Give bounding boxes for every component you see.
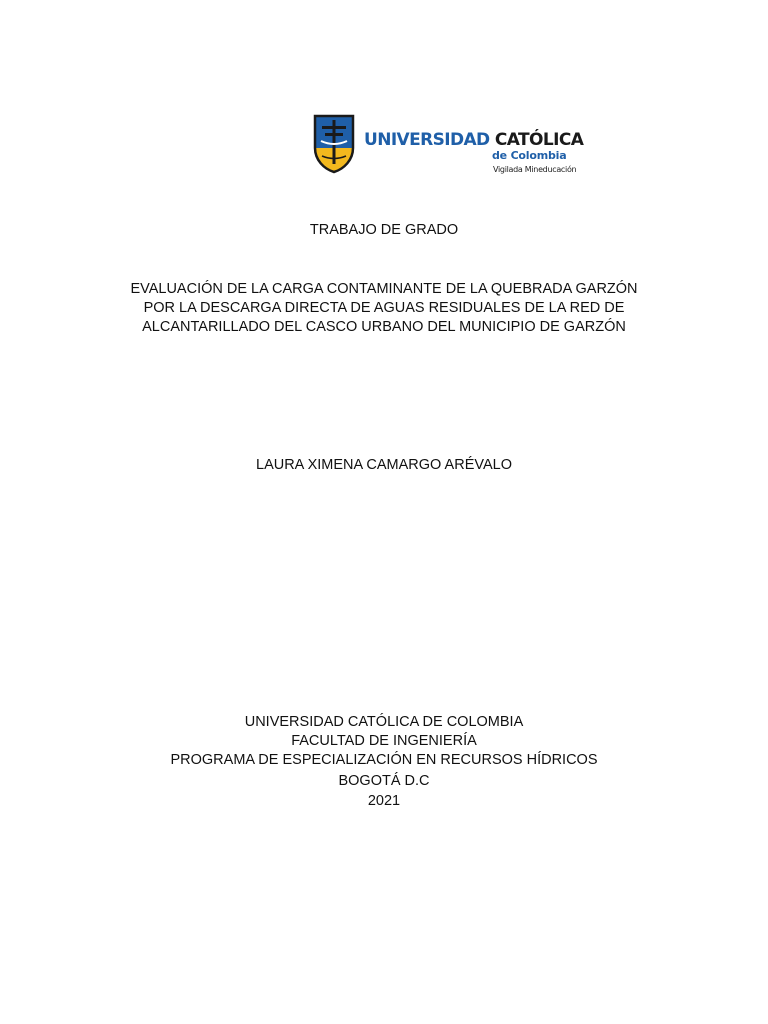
- university-shield-icon: [312, 114, 356, 174]
- logo-wordmark: [364, 130, 584, 174]
- logo-tagline: Vigilada Mineducación: [493, 165, 577, 174]
- thesis-title-line-2: POR LA DESCARGA DIRECTA DE AGUAS RESIDUALES DE LA RED DE: [143, 300, 625, 316]
- university-logo: [312, 114, 582, 180]
- logo-universidad-text: UNIVERSIDAD: [364, 130, 490, 150]
- faculty-name: FACULTAD DE INGENIERÍA: [291, 733, 477, 749]
- logo-catolica-text: CATÓLICA: [494, 130, 584, 150]
- program-name: PROGRAMA DE ESPECIALIZACIÓN EN RECURSOS HÍDRICOS: [170, 752, 598, 768]
- work-type-heading: TRABAJO DE GRADO: [309, 222, 459, 238]
- author-name: LAURA XIMENA CAMARGO ARÉVALO: [256, 457, 512, 473]
- institution-name: UNIVERSIDAD CATÓLICA DE COLOMBIA: [244, 714, 524, 730]
- year: 2021: [367, 793, 401, 809]
- city: BOGOTÁ D.C: [338, 773, 430, 789]
- logo-subtitle: de Colombia: [492, 149, 567, 162]
- logo-title: [364, 130, 583, 150]
- thesis-title-line-3: ALCANTARILLADO DEL CASCO URBANO DEL MUNICIPIO DE GARZÓN: [142, 319, 626, 335]
- thesis-title-line-1: EVALUACIÓN DE LA CARGA CONTAMINANTE DE LA QUEBRADA GARZÓN: [130, 281, 638, 297]
